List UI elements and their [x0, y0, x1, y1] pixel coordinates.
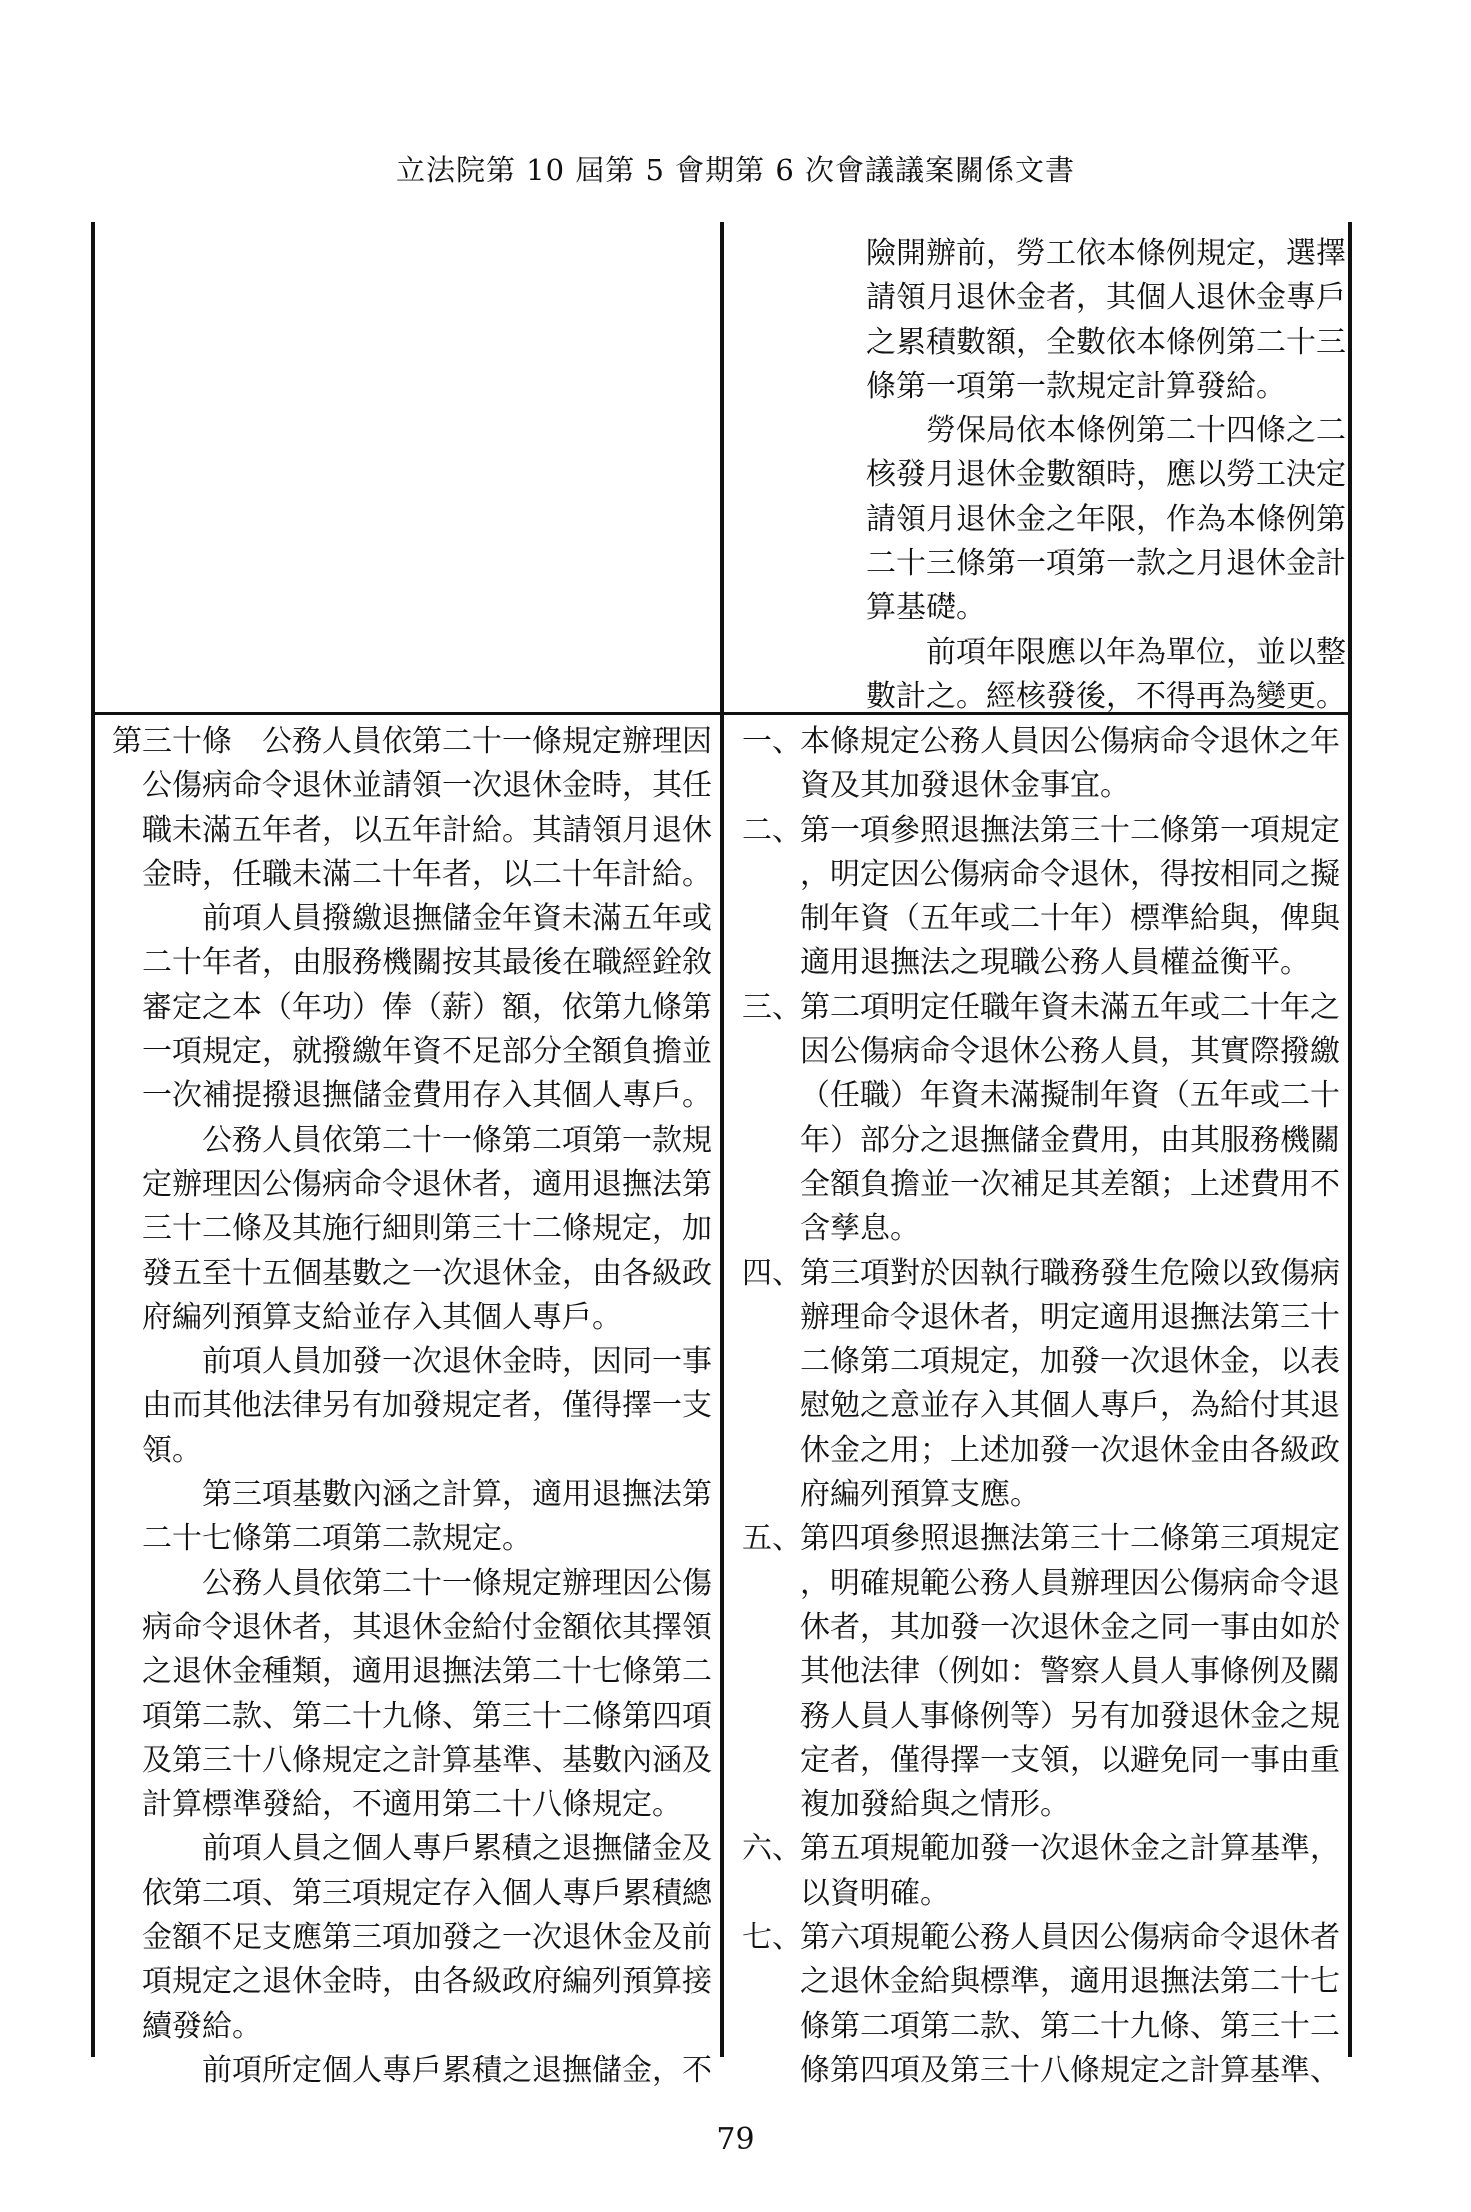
item-text [742, 809, 1342, 986]
text-line: 全額負擔並一次補足其差額；上述費用不 [800, 1166, 1340, 1202]
text-line: 前項所定個人專戶累積之退撫儲金，不 [142, 2052, 712, 2088]
text-line: 適用退撫法之現職公務人員權益衡平。 [800, 945, 1310, 981]
text-line: 及第三十八條規定之計算基準、基數內涵及 [142, 1742, 712, 1778]
text-line: 本條規定公務人員因公傷病命令退休之年 [800, 724, 1340, 759]
explanation-item [742, 986, 1342, 1252]
text-line: 府編列預算支應。 [800, 1477, 1040, 1513]
text-line: 第三項對於因執行職務發生危險以致傷病 [800, 1255, 1340, 1291]
explanation-item [742, 720, 1342, 809]
text-line: 三十二條及其施行細則第三十二條規定，加 [142, 1211, 712, 1247]
text-line: 一項規定，就撥繳年資不足部分全額負擔並 [142, 1034, 712, 1070]
text-line: 府編列預算支給並存入其個人專戶。 [142, 1299, 622, 1335]
text-line: 金額不足支應第三項加發之一次退休金及前 [142, 1920, 712, 1956]
explanation-item [742, 1252, 1342, 1518]
text-line: 前項人員之個人專戶累積之退撫儲金及 [142, 1831, 712, 1867]
item-number: 五、 [742, 1521, 802, 1557]
text-line: 勞保局依本條例第二十四條之二 [866, 413, 1346, 449]
text-line: 第二項明定任職年資未滿五年或二十年之 [800, 989, 1340, 1025]
text-line: 請領月退休金者，其個人退休金專戶 [866, 280, 1346, 316]
text-line: 請領月退休金之年限，作為本條例第 [866, 501, 1346, 537]
text-line: 條第一項第一款規定計算發給。 [866, 368, 1286, 404]
text-line: 職未滿五年者，以五年計給。其請領月退休 [142, 812, 712, 848]
explanation-item [742, 1827, 1342, 1916]
text-line: 公傷病命令退休並請領一次退休金時，其任 [142, 768, 712, 804]
item-number: 四、 [742, 1255, 802, 1291]
text-line: 公務人員依第二十一條第二項第一款規 [142, 1122, 712, 1158]
text-line: 計算標準發給，不適用第二十八條規定。 [142, 1787, 682, 1823]
text-line: 審定之本（年功）俸（薪）額，依第九條第 [142, 989, 712, 1025]
text-line: 辦理命令退休者，明定適用退撫法第三十 [800, 1299, 1340, 1335]
article-text-column [112, 720, 712, 2093]
text-line: 條第二項第二款、第二十九條、第三十二 [800, 2008, 1340, 2044]
item-text [742, 1252, 1342, 1518]
document-header: 立法院第 10 屆第 5 會期第 6 次會議議案關係文書 [395, 153, 1076, 187]
text-line: ，明確規範公務人員辦理因公傷病命令退 [800, 1565, 1340, 1601]
text-line: 其他法律（例如：警察人員人事條例及關 [800, 1654, 1340, 1690]
text-line: 複加發給與之情形。 [800, 1787, 1070, 1823]
text-line: 第六項規範公務人員因公傷病命令退休者 [800, 1920, 1340, 1956]
item-number: 二、 [742, 812, 802, 848]
text-line: 續發給。 [142, 2008, 262, 2044]
text-line: 由而其他法律另有加發規定者，僅得擇一支 [142, 1388, 712, 1424]
text-line: 以資明確。 [800, 1875, 950, 1911]
text-line: 年）部分之退撫儲金費用，由其服務機關 [800, 1122, 1340, 1158]
article-heading: 第三十條 公務人員依第二十一條規定辦理因 [112, 724, 712, 759]
text-line: 資及其加發退休金事宜。 [800, 768, 1130, 804]
explanation-item [742, 1916, 1342, 2093]
text-line: 之退休金給與標準，適用退撫法第二十七 [800, 1964, 1340, 2000]
text-line: 前項人員加發一次退休金時，因同一事 [142, 1344, 712, 1380]
text-line: 定者，僅得擇一支領，以避免同一事由重 [800, 1742, 1340, 1778]
text-line: 務人員人事條例等）另有加發退休金之規 [800, 1698, 1340, 1734]
explanation-item [742, 1517, 1342, 1827]
text-line: 算基礎。 [866, 590, 986, 626]
table-right-border [1348, 222, 1352, 2057]
text-line: 領。 [142, 1432, 202, 1468]
text-line: 第三項基數內涵之計算，適用退撫法第 [142, 1477, 712, 1513]
item-number: 三、 [742, 989, 802, 1025]
text-line: ，明定因公傷病命令退休，得按相同之擬 [800, 856, 1340, 892]
text-line: 險開辦前，勞工依本條例規定，選擇 [866, 236, 1346, 271]
text-line: 二條第二項規定，加發一次退休金，以表 [800, 1344, 1340, 1380]
text-line: 項第二款、第二十九條、第三十二條第四項 [142, 1698, 712, 1734]
text-line: 項規定之退休金時，由各級政府編列預算接 [142, 1964, 712, 2000]
text-line: 金時，任職未滿二十年者，以二十年計給。 [142, 856, 712, 892]
item-text [742, 986, 1342, 1252]
text-line: 依第二項、第三項規定存入個人專戶累積總 [142, 1875, 712, 1911]
table-left-border [91, 222, 95, 2057]
text-line: （任職）年資未滿擬制年資（五年或二十 [800, 1078, 1340, 1114]
text-line: 第五項規範加發一次退休金之計算基準， [800, 1831, 1340, 1867]
text-line: 一次補提撥退撫儲金費用存入其個人專戶。 [142, 1078, 712, 1114]
explanation-column [742, 720, 1342, 2093]
text-line: 數計之。經核發後，不得再為變更。 [866, 678, 1346, 714]
item-text [742, 1916, 1342, 2093]
item-text [742, 720, 1342, 809]
text-line: 核發月退休金數額時，應以勞工決定 [866, 457, 1346, 493]
text-line: 制年資（五年或二十年）標準給與，俾與 [800, 901, 1340, 937]
text-line: 前項年限應以年為單位，並以整 [866, 634, 1346, 670]
text-line: 之累積數額，全數依本條例第二十三 [866, 324, 1346, 360]
text-line: 發五至十五個基數之一次退休金，由各級政 [142, 1255, 712, 1291]
text-line: 含孳息。 [800, 1211, 920, 1247]
explanation-item [742, 809, 1342, 986]
text-line: 因公傷病命令退休公務人員，其實際撥繳 [800, 1034, 1340, 1070]
text-line: 二十三條第一項第一款之月退休金計 [866, 546, 1346, 582]
text-line: 公務人員依第二十一條規定辦理因公傷 [142, 1565, 712, 1601]
top-right-cell [866, 232, 1346, 719]
item-number: 六、 [742, 1831, 802, 1867]
text-line: 前項人員撥繳退撫儲金年資未滿五年或 [142, 901, 712, 937]
text-line: 條第四項及第三十八條規定之計算基準、 [800, 2052, 1340, 2088]
text-line: 病命令退休者，其退休金給付金額依其擇領 [142, 1609, 712, 1645]
item-text [742, 1827, 1342, 1916]
text-line: 之退休金種類，適用退撫法第二十七條第二 [142, 1654, 712, 1690]
item-text [742, 1517, 1342, 1827]
item-number: 七、 [742, 1920, 802, 1956]
text-line: 第四項參照退撫法第三十二條第三項規定 [800, 1521, 1340, 1557]
text-line: 休者，其加發一次退休金之同一事由如於 [800, 1609, 1340, 1645]
text-line: 休金之用；上述加發一次退休金由各級政 [800, 1432, 1340, 1468]
text-line: 定辦理因公傷病命令退休者，適用退撫法第 [142, 1166, 712, 1202]
text-line: 二十年者，由服務機關按其最後在職經銓敘 [142, 945, 712, 981]
text-line: 第一項參照退撫法第三十二條第一項規定 [800, 812, 1340, 848]
text-line: 慰勉之意並存入其個人專戶，為給付其退 [800, 1388, 1340, 1424]
page-number: 79 [716, 2122, 755, 2157]
text-line: 二十七條第二項第二款規定。 [142, 1521, 532, 1557]
table-center-divider [720, 222, 724, 2057]
item-number: 一、 [742, 724, 802, 759]
